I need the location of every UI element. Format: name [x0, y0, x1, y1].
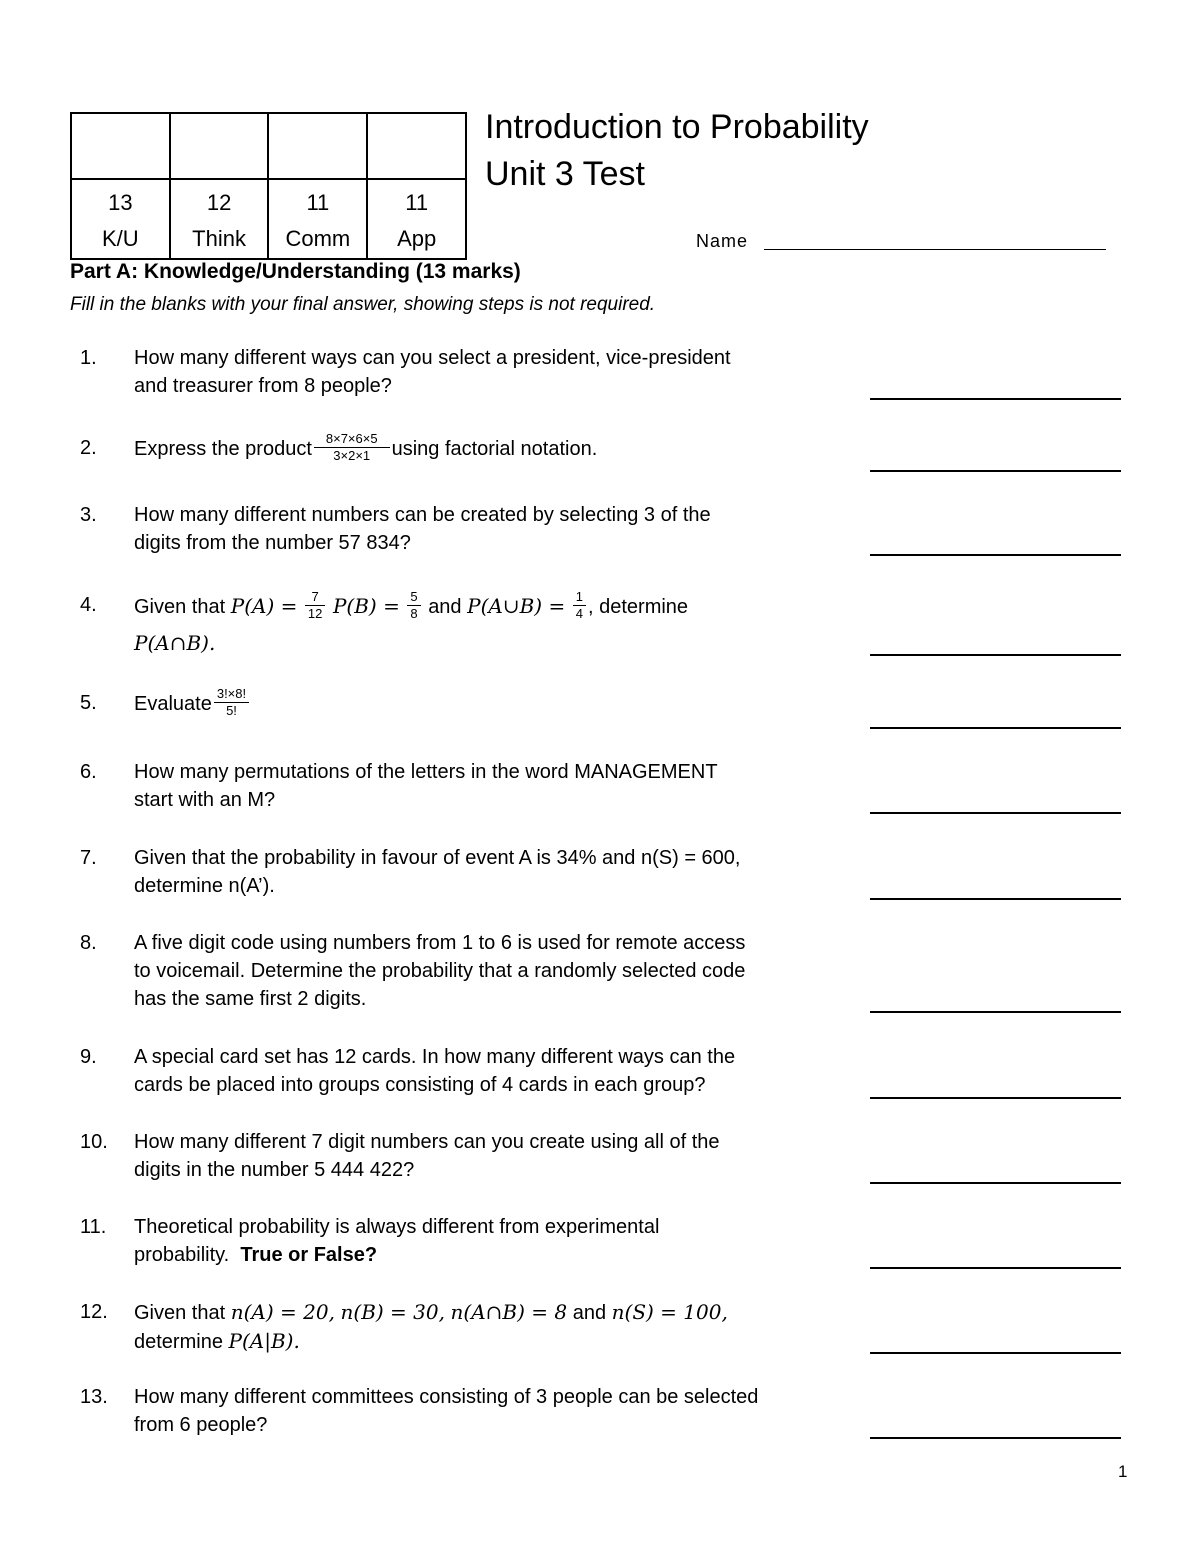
fraction-numerator: 8×7×6×5	[314, 432, 390, 448]
test-title: Introduction to Probability	[485, 108, 869, 146]
question-number: 11.	[80, 1216, 107, 1238]
question-text	[134, 686, 824, 720]
math-expression: P(A|B).	[228, 1329, 300, 1353]
question-text	[134, 844, 824, 900]
answer-blank[interactable]	[870, 812, 1121, 814]
ku-label: K/U	[102, 226, 139, 251]
ku-total	[71, 179, 170, 259]
question-segment: and	[572, 1302, 607, 1324]
question-segment: determine	[134, 1331, 223, 1353]
question-number: 8.	[80, 932, 97, 954]
question-text	[134, 431, 824, 465]
question-line: digits from the number 57 834?	[134, 532, 411, 554]
name-label: Name	[696, 231, 749, 251]
question-line: How many different ways can you select a president, vice-president	[134, 347, 731, 369]
question-segment: and	[428, 596, 462, 618]
question-segment: , determine	[588, 596, 689, 618]
question-text	[134, 344, 824, 400]
question-line: and treasurer from 8 people?	[134, 375, 392, 397]
part-a-instructions: Fill in the blanks with your final answer, showing steps is not required.	[70, 294, 656, 315]
answer-blank[interactable]	[870, 1437, 1121, 1439]
app-marks: 11	[405, 190, 429, 215]
question-segment: Given that	[134, 1302, 226, 1324]
question-text	[134, 1298, 824, 1356]
question-line	[134, 1241, 824, 1269]
question-number: 3.	[80, 504, 97, 526]
answer-blank[interactable]	[870, 470, 1121, 472]
question-segment: Given that	[134, 596, 226, 618]
question-number: 4.	[80, 594, 97, 616]
fraction-denominator: 3×2×1	[333, 448, 371, 463]
question-number: 9.	[80, 1046, 97, 1068]
question-text	[134, 1128, 824, 1184]
answer-blank[interactable]	[870, 554, 1121, 556]
question-text	[134, 1383, 824, 1439]
question-number: 10.	[80, 1131, 108, 1153]
question-number: 13.	[80, 1386, 108, 1408]
math-expression: n(A∩B) = 8	[450, 1300, 568, 1324]
fraction-numerator: 1	[573, 590, 586, 606]
fraction-numerator: 5	[407, 590, 420, 606]
comm-label: Comm	[285, 226, 351, 251]
fraction-pb	[407, 590, 420, 621]
math-expression: P(A) =	[230, 594, 298, 618]
question-line: A special card set has 12 cards. In how many different ways can the	[134, 1046, 736, 1068]
app-score-box[interactable]	[367, 113, 466, 179]
question-number: 7.	[80, 847, 97, 869]
think-total	[170, 179, 269, 259]
product-fraction	[314, 432, 390, 463]
true-false-prompt: True or False?	[240, 1244, 378, 1266]
question-line: digits in the number 5 444 422?	[134, 1159, 415, 1181]
answer-blank[interactable]	[870, 1267, 1121, 1269]
fraction-numerator: 7	[305, 590, 325, 606]
fraction-denominator: 5!	[226, 703, 237, 718]
answer-blank[interactable]	[870, 1097, 1121, 1099]
math-expression: n(B) = 30,	[340, 1300, 445, 1324]
question-line	[134, 1327, 824, 1356]
question-line: A five digit code using numbers from 1 to 6 is used for remote access	[134, 932, 746, 954]
fraction-denominator: 8	[410, 606, 418, 622]
comm-total	[268, 179, 367, 259]
math-expression: P(B) =	[332, 594, 400, 618]
question-segment: probability.	[134, 1244, 230, 1266]
fraction-pu	[573, 590, 586, 621]
question-number: 5.	[80, 692, 97, 714]
question-line: How many different committees consisting of 3 people can be selected	[134, 1386, 759, 1408]
question-line: How many different 7 digit numbers can you create using all of the	[134, 1131, 720, 1153]
app-total	[367, 179, 466, 259]
question-line: determine n(A’).	[134, 875, 275, 897]
fraction-denominator: 12	[307, 606, 323, 622]
name-field[interactable]	[764, 249, 1106, 250]
question-text	[134, 758, 824, 814]
question-text	[134, 1043, 824, 1099]
question-text	[134, 1213, 824, 1269]
app-label: App	[397, 226, 437, 251]
ku-score-box[interactable]	[71, 113, 170, 179]
marks-table	[70, 112, 467, 260]
answer-blank[interactable]	[870, 398, 1121, 400]
question-segment: Evaluate	[134, 692, 212, 715]
question-line: has the same first 2 digits.	[134, 988, 367, 1010]
question-line	[134, 1298, 824, 1327]
question-line	[134, 588, 824, 625]
question-text	[134, 588, 824, 661]
question-line: from 6 people?	[134, 1414, 268, 1436]
answer-blank[interactable]	[870, 1011, 1121, 1013]
question-number: 2.	[80, 437, 97, 459]
question-number: 1.	[80, 347, 97, 369]
question-line: to voicemail. Determine the probability that a randomly selected code	[134, 960, 746, 982]
question-line: Given that the probability in favour of event A is 34% and n(S) = 600,	[134, 847, 741, 869]
think-score-box[interactable]	[170, 113, 269, 179]
evaluate-fraction	[214, 687, 249, 718]
math-expression: P(A∪B) =	[467, 594, 566, 618]
question-number: 12.	[80, 1301, 108, 1323]
fraction-numerator: 3!×8!	[214, 687, 249, 703]
question-segment: Express the product	[134, 437, 312, 460]
answer-blank[interactable]	[870, 1352, 1121, 1354]
test-subtitle: Unit 3 Test	[485, 155, 646, 193]
question-line: How many permutations of the letters in the word MANAGEMENT	[134, 761, 718, 783]
fraction-denominator: 4	[575, 606, 583, 622]
question-text	[134, 929, 824, 1013]
think-marks: 12	[206, 190, 232, 215]
question-text	[134, 501, 824, 557]
question-number: 6.	[80, 761, 97, 783]
math-expression: n(S) = 100,	[611, 1300, 728, 1324]
answer-blank[interactable]	[870, 1182, 1121, 1184]
fraction-pa	[305, 590, 325, 621]
answer-blank[interactable]	[870, 898, 1121, 900]
comm-score-box[interactable]	[268, 113, 367, 179]
page-number: 1	[1118, 1462, 1128, 1481]
ku-marks: 13	[108, 190, 133, 215]
comm-marks: 11	[306, 190, 330, 215]
question-line: How many different numbers can be created by selecting 3 of the	[134, 504, 711, 526]
math-expression: n(A) = 20,	[230, 1300, 335, 1324]
question-line: cards be placed into groups consisting of 4 cards in each group?	[134, 1074, 706, 1096]
answer-blank[interactable]	[870, 654, 1121, 656]
part-a-heading: Part A: Knowledge/Understanding (13 marks)	[70, 260, 521, 283]
think-label: Think	[192, 226, 246, 251]
answer-blank[interactable]	[870, 727, 1121, 729]
math-expression: P(A∩B).	[134, 631, 216, 655]
question-line: Theoretical probability is always different from experimental	[134, 1216, 660, 1238]
question-line: start with an M?	[134, 789, 276, 811]
question-segment: using factorial notation.	[391, 437, 598, 460]
